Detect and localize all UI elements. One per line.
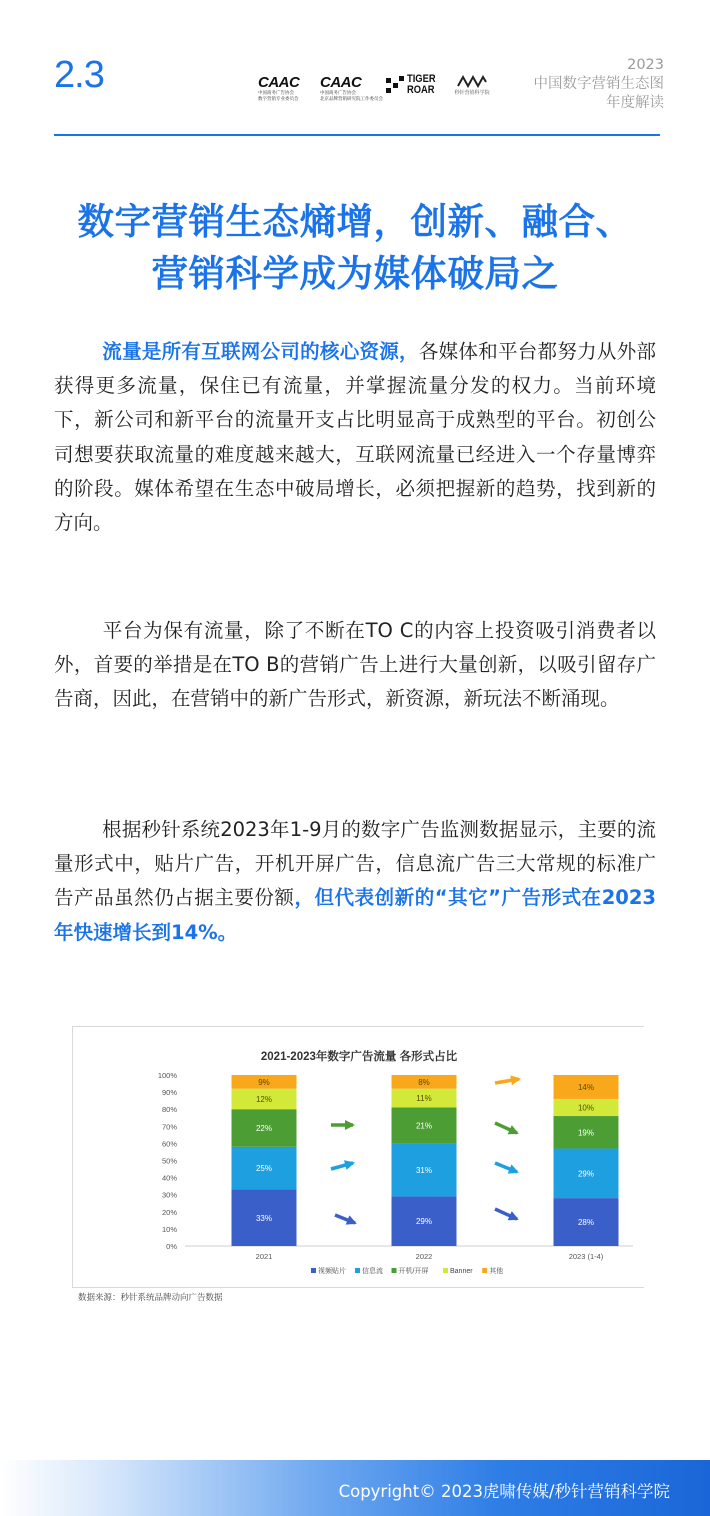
data-label: 12% [255, 1094, 273, 1104]
data-label: 29% [415, 1217, 433, 1227]
report-title: 中国数字营销生态图 [533, 76, 664, 92]
legend-label: 开机/开屏 [398, 1268, 429, 1275]
data-label: 29% [577, 1169, 595, 1179]
trend-arrow-icon [510, 1075, 521, 1085]
trend-arrow-icon [345, 1120, 355, 1130]
y-tick-label: 80% [161, 1105, 177, 1115]
copyright-text: Copyright© 2023虎啸传媒/秒针营销科学院 [338, 1482, 670, 1501]
data-source-note: 数据来源：秒针系统品牌动向广告数据 [78, 1293, 223, 1303]
data-label: 31% [415, 1165, 433, 1175]
page-title: 数字营销生态熵增，创新、融合、 营销科学成为媒体破局之 [77, 200, 633, 295]
data-label: 33% [255, 1213, 273, 1223]
y-tick-label: 10% [161, 1224, 177, 1234]
header-divider [54, 134, 660, 136]
y-tick-label: 70% [161, 1122, 177, 1132]
report-subtitle: 年度解读 [606, 95, 664, 111]
footer-bar [0, 1460, 710, 1516]
paragraph-1-highlight: 流量是所有互联网公司的核心资源， [102, 340, 419, 363]
chart-canvas [73, 1027, 645, 1289]
legend-label: 视频贴片 [318, 1268, 346, 1275]
legend-swatch [355, 1268, 360, 1273]
legend-label: 信息流 [362, 1268, 383, 1275]
y-tick-label: 20% [161, 1207, 177, 1217]
paragraph-1: 流量是所有互联网公司的核心资源，各媒体和平台都努力从外部获得更多流量，保住已有流量，并掌握流量分发的权力。当前环境下，新公司和新平台的流量开支占比明显高于成熟型的平台。初创公司想要获取流量的难度越来越大，互联网流量已经进入一个存量博弈的阶段。媒体希望在生态中破局增长，必须把握新的趋势，找到新的方向。 [54, 340, 656, 535]
y-tick-label: 30% [161, 1190, 177, 1200]
paragraph-3-highlight: ，但代表创新的“其它”广告形式在2023年快速增长到14%。 [54, 886, 656, 944]
data-label: 14% [577, 1082, 595, 1092]
legend-swatch [443, 1268, 448, 1273]
data-label: 21% [415, 1121, 433, 1131]
data-label: 25% [255, 1164, 273, 1174]
y-tick-label: 50% [161, 1156, 177, 1166]
x-tick-label: 2022 [415, 1252, 433, 1261]
legend-swatch [311, 1268, 316, 1273]
section-number: 2.3 [54, 54, 104, 96]
data-label: 10% [577, 1103, 595, 1113]
data-label: 19% [577, 1128, 595, 1138]
y-tick-label: 40% [161, 1173, 177, 1183]
legend-label: Banner [450, 1268, 473, 1275]
partner-logos [258, 74, 490, 118]
y-tick-label: 60% [161, 1139, 177, 1149]
legend-label: 其他 [489, 1268, 504, 1275]
y-tick-label: 100% [157, 1071, 177, 1080]
y-tick-label: 90% [161, 1088, 177, 1098]
legend-swatch [482, 1268, 487, 1273]
x-tick-label: 2021 [255, 1252, 273, 1261]
data-label: 9% [258, 1077, 270, 1087]
report-title-block [534, 56, 665, 113]
caac-logo-1: CAAC 中国商务广告协会 数字营销专业委员会 [258, 74, 300, 102]
data-label: 28% [577, 1218, 595, 1228]
caac-logo-2: CAAC 中国商务广告协会 北京品牌营销研究院工作委员会 [320, 74, 383, 102]
stacked-bar-chart [72, 1026, 644, 1288]
chart-title: 2021-2023年数字广告流量 各形式占比 [260, 1051, 458, 1063]
x-tick-label: 2023 (1-4) [568, 1252, 604, 1261]
tiger-dots-icon [386, 76, 404, 94]
miaozhen-mark-icon [457, 74, 487, 88]
legend-swatch [392, 1268, 397, 1273]
tiger-roar-logo: TIGER ROAR [386, 74, 441, 96]
y-tick-label: 0% [166, 1242, 177, 1251]
data-label: 8% [418, 1077, 430, 1087]
miaozhen-logo: 秒针营销科学院 [455, 74, 490, 96]
paragraph-3: 根据秒针系统2023年1-9月的数字广告监测数据显示，主要的流量形式中，贴片广告，开机开屏广告，信息流广告三大常规的标准广告产品虽然仍占据主要份额，但代表创新的“其它”广告形式在2023年快速增长到14%。 [54, 818, 656, 944]
paragraph-2: 平台为保有流量，除了不断在TO C的内容上投资吸引消费者以外，首要的举措是在TO B的营销广告上进行大量创新，以吸引留存广告商，因此，在营销中的新广告形式，新资源，新玩法不断涌现。 [54, 619, 656, 711]
report-year: 2023 [627, 57, 664, 73]
data-label: 22% [255, 1124, 273, 1134]
data-label: 11% [416, 1094, 432, 1104]
trend-arrow-icon [344, 1160, 355, 1170]
